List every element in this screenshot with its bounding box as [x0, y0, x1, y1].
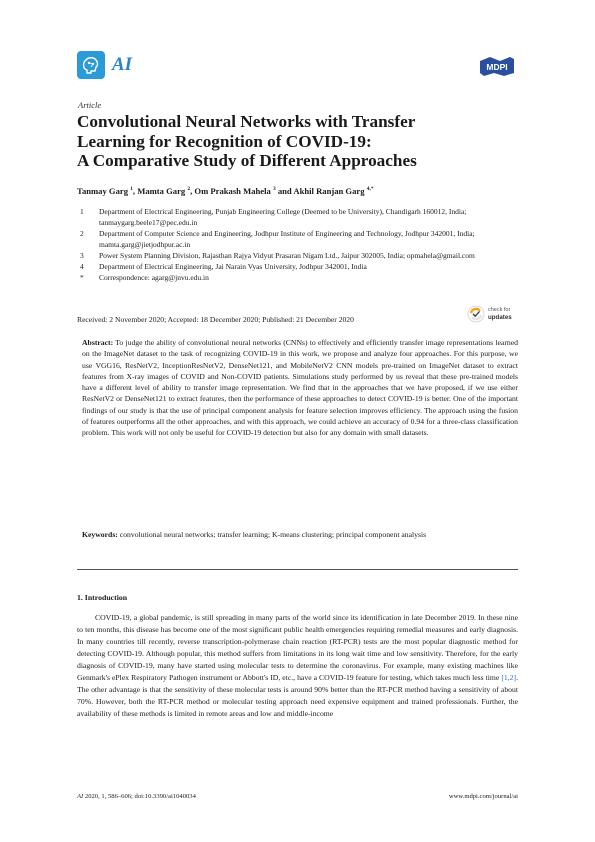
keywords-label: Keywords: — [82, 530, 118, 539]
article-type: Article — [78, 100, 102, 110]
affiliation-text: Power System Planning Division, Rajasthan Rajya Vidyut Prasaran Nigam Ltd., Jaipur 302005, India; opmahela@gmail.com — [99, 251, 475, 260]
mdpi-logo-icon — [476, 55, 518, 77]
abstract-text: To judge the ability of convolutional neural networks (CNNs) to effectively and efficiently transfer image representations learned on the ImageNet dataset to the task of recognizing COVID-19 in this work, we propose and analyze four approaches. For this purpose, we use VGG16, ResNetV2, InceptionResNetV2, DenseNet121, and MobileNetV2 CNN models pre-trained on ImageNet dataset to extract features from X-ray images of COVID and Non-COVID patients. Simulations study performed by us reveal that these pre-trained models have a different level of ability to transfer image representation. We find that in the approaches that we have proposed, if we use either ResNetV2 or DenseNet121 to extract features, then the performance of these approaches to detect COVID-19 is better. One of the important findings of our study is that the use of principal component analysis for feature selection improves efficiency. The approach using the fusion of features outperforms all the other approaches, and with this approach, we could achieve an accuracy of 0.94 for a three-class classification problem. This work will not only be useful for COVID-19 detection but also for any domain with small datasets. — [82, 338, 518, 438]
footer-url[interactable]: www.mdpi.com/journal/ai — [448, 793, 518, 800]
section-divider — [77, 569, 518, 570]
introduction-paragraph — [77, 612, 518, 720]
intro-text-part1: COVID-19, a global pandemic, is still spreading in many parts of the world since its identification in late December 2019. In these nine to ten months, this disease has become one of the most significant public health emergencies requiring remedial measures and early diagnosis. In many countries till recently, reverse transcription-polymerase chain reaction (RT-PCR) tests are the most popular diagnostic method for detecting COVID-19. Although popular, this method suffers from limitations in its long wait time and low sensitivity. Therefore, for the early diagnosis of COVID-19, many have started using molecular tests to determine the coronavirus. For example, many existing machines like Genmark's ePlex Respiratory Pathogen instrument or Abbott's ID, etc., have a COVID-19 feature for testing, which takes much less time — [77, 613, 518, 683]
intro-text-part2: . The other advantage is that the sensitivity of these molecular tests is around 90% better than the RT-PCR method having a sensitivity of about 70%. However, both the RT-PCR method or molecular testing approach need expensive equipment and trained professionals. Further, the availability of these methods is limited in remote areas and low and middle-income — [77, 673, 518, 719]
journal-logo[interactable] — [77, 51, 132, 79]
keywords — [82, 529, 518, 540]
publication-dates: Received: 2 November 2020; Accepted: 18 December 2020; Published: 21 December 2020 — [77, 315, 354, 324]
journal-name: AI — [112, 54, 133, 75]
citation-link[interactable]: [1,2] — [501, 673, 517, 683]
affiliation-text: Department of Electrical Engineering, Jai Narain Vyas University, Jodhpur 342001, India — [99, 262, 367, 271]
affiliation-item — [77, 228, 517, 250]
affiliation-text: Department of Computer Science and Engineering, Jodhpur Institute of Engineering and Technology, Jodhpur 342001, India; mamta.garg@jietjodhpur.ac.in — [99, 229, 475, 249]
footer-journal: AI — [77, 793, 84, 800]
check-updates-icon — [467, 305, 485, 323]
author-affil-sup: 4,* — [366, 186, 374, 193]
title-line: A Comparative Study of Different Approaches — [77, 151, 417, 170]
author-name[interactable]: Mamta Garg — [137, 186, 186, 196]
affiliation-item — [77, 250, 517, 261]
author-name[interactable]: Tanmay Garg — [77, 186, 129, 196]
author-affil-sup: 2 — [187, 186, 191, 193]
footer-citation — [77, 793, 196, 800]
correspondence-text[interactable]: Correspondence: agarg@jnvu.edu.in — [99, 273, 209, 282]
check-updates-line2: updates — [488, 314, 512, 321]
affiliation-list — [77, 206, 517, 283]
brain-icon — [77, 51, 105, 79]
keywords-text: convolutional neural networks; transfer learning; K-means clustering; principal component analysis — [119, 530, 427, 539]
check-for-updates-button[interactable] — [467, 305, 512, 323]
author-name[interactable]: Akhil Ranjan Garg — [293, 186, 365, 196]
author-list — [77, 186, 374, 196]
affiliation-number: 4 — [80, 262, 84, 271]
affiliation-text: Department of Electrical Engineering, Punjab Engineering College (Deemed to be University), Chandigarh 160012, India; tanmaygarg.beele17@pec.edu.in — [99, 207, 467, 227]
affiliation-number: 3 — [80, 251, 84, 260]
publisher-logo[interactable] — [476, 55, 518, 77]
affiliation-item — [77, 261, 517, 272]
affiliation-item — [77, 206, 517, 228]
author-separator: and — [275, 186, 294, 196]
author-affil-sup: 3 — [272, 186, 276, 193]
author-separator: , — [190, 186, 195, 196]
title-line: Learning for Recognition of COVID-19: — [77, 131, 372, 151]
correspondence-item — [77, 272, 517, 283]
author-separator: , — [132, 186, 138, 196]
author-name[interactable]: Om Prakash Mahela — [194, 186, 271, 196]
affiliation-number: 1 — [80, 207, 84, 216]
publisher-name: MDPI — [486, 62, 508, 72]
section-heading: 1. Introduction — [77, 593, 128, 602]
abstract-label: Abstract: — [82, 338, 114, 347]
check-updates-line1: check for — [488, 307, 511, 313]
footer-citation-text[interactable]: 2020, 1, 586–606; doi:10.3390/ai1040034 — [84, 793, 196, 800]
abstract — [82, 337, 518, 439]
author-affil-sup: 1 — [130, 186, 133, 193]
title-line: Convolutional Neural Networks with Transfer — [77, 112, 416, 131]
affiliation-number: * — [80, 273, 84, 282]
affiliation-number: 2 — [80, 229, 84, 238]
article-title — [77, 112, 517, 171]
